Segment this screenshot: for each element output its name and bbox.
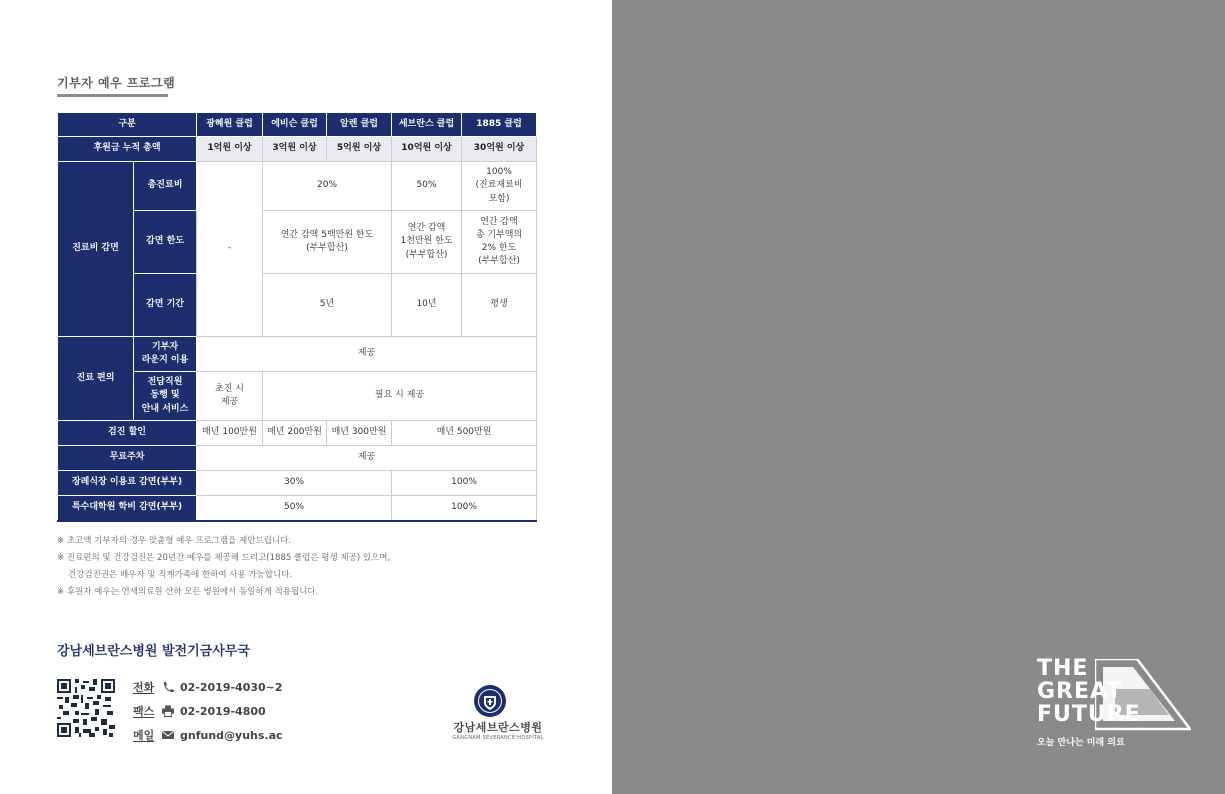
hospital-name: 강남세브란스병원 [453,721,543,734]
header-club: 에비슨 클럽 [263,113,327,137]
cell: 평생 [462,274,537,337]
contact-label: 메일 [133,729,155,742]
cell: 5년 [263,274,392,337]
cell: 10억원 이상 [392,137,462,162]
mail-icon [161,729,175,741]
cell: 초진 시 제공 [197,372,263,421]
table-header-row [58,113,537,137]
cell: 연간 감액 5백만원 한도 (부부합산) [263,211,392,274]
footnotes [57,533,390,601]
phone-icon [161,681,175,693]
cell: 1억원 이상 [197,137,263,162]
row-group-label: 진료 편의 [58,337,134,421]
cell: 10년 [392,274,462,337]
table-row [58,471,537,496]
header-club: 알렌 클럽 [327,113,392,137]
row-label: 기부자 라운지 이용 [134,337,197,372]
table-row [58,162,537,211]
table-row [58,421,537,446]
left-page [0,0,612,794]
footnote: ※ 초고액 기부자의 경우 맞춤형 예우 프로그램을 제안드립니다. [57,536,292,546]
row-label: 장례식장 이용료 감면(부부) [58,471,197,496]
contact-value[interactable]: gnfund@yuhs.ac [180,728,283,742]
cell: 제공 [197,337,537,372]
cell: 매년 200만원 [263,421,327,446]
row-label: 특수대학원 학비 감면(부부) [58,496,197,521]
table-row [58,337,537,372]
cell: 100% [392,496,537,521]
footnote: 건강검진권은 배우자 및 직계가족에 한하여 사용 가능합니다. [68,570,293,580]
cell: 매년 500만원 [392,421,537,446]
contact-label: 팩스 [133,705,155,718]
donor-benefits-table [57,112,537,522]
header-club: 1885 클럽 [462,113,537,137]
the-great-future-logo [1037,657,1197,732]
header-category: 구분 [58,113,197,137]
table-row [58,446,537,471]
row-label: 검진 할인 [58,421,197,446]
cell: 50% [197,496,392,521]
section-underline [57,94,168,97]
cell: - [197,162,263,337]
cell: 연간 감액 총 기부액의 2% 한도 (부부합산) [462,211,537,274]
row-label: 감면 한도 [134,211,197,274]
cell: 100% (진료재료비 포함) [462,162,537,211]
brand-line: FUTURE [1037,702,1141,727]
brand-line: THE [1037,656,1089,681]
cell: 30억원 이상 [462,137,537,162]
row-label: 감면 기간 [134,274,197,337]
office-title: 강남세브란스병원 발전기금사무국 [57,644,250,659]
cell: 3억원 이상 [263,137,327,162]
row-group-label: 진료비 감면 [58,162,134,337]
footnote: ※ 진료편의 및 건강검진은 20년간 예우를 제공해 드리고(1885 클럽은 평생 제공) 있으며, [57,553,391,563]
contact-value[interactable]: 02-2019-4030~2 [180,680,283,694]
cell: 제공 [197,446,537,471]
table-row [58,137,537,162]
table-row [58,496,537,521]
header-club: 광혜원 클럽 [197,113,263,137]
contact-phone [133,679,283,695]
row-label: 총진료비 [134,162,197,211]
cell: 20% [263,162,392,211]
cell: 50% [392,162,462,211]
hospital-emblem-icon [473,684,507,718]
qr-code-icon[interactable] [57,679,115,737]
row-label: 전담직원 동행 및 안내 서비스 [134,372,197,421]
cell: 30% [197,471,392,496]
cell: 연간 감액 1천만원 한도 (부부합산) [392,211,462,274]
contact-fax [133,703,266,719]
cell: 100% [392,471,537,496]
section-title: 기부자 예우 프로그램 [57,76,176,90]
footnote: ※ 후원자 예우는 연세의료원 산하 모든 병원에서 동일하게 적용됩니다. [57,587,319,597]
cell: 매년 300만원 [327,421,392,446]
row-label: 무료주차 [58,446,197,471]
fax-icon [161,705,175,717]
contact-value[interactable]: 02-2019-4800 [180,704,266,718]
header-club: 세브란스 클럽 [392,113,462,137]
contact-label: 전화 [133,681,155,694]
brand-tagline: 오늘 만나는 미래 의료 [1037,738,1125,748]
row-label: 후원금 누적 총액 [58,137,197,162]
cell: 매년 100만원 [197,421,263,446]
cell: 필요 시 제공 [263,372,537,421]
brand-line: GREAT [1037,679,1123,704]
hospital-name-english: GANGNAM SEVERANCE HOSPITAL [452,735,544,741]
cell: 5억원 이상 [327,137,392,162]
contact-mail [133,727,283,743]
